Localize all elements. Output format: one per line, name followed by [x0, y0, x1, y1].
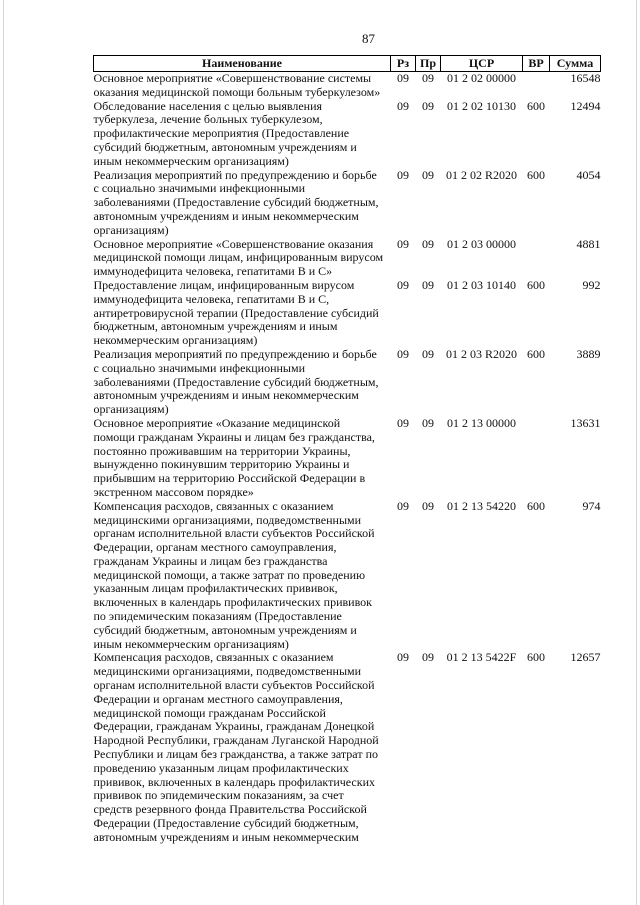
header-sum: Сумма [550, 56, 601, 72]
name-line: медицинскими организациями, подведомственными [93, 664, 362, 679]
table-body [94, 72, 601, 845]
name-line: по эпидемическим показаниям (Предоставление [93, 609, 342, 624]
name-line: иммунодефицита человека, гепатитами В и С» [93, 264, 333, 279]
name-line: с социально значимыми инфекционными [93, 360, 305, 375]
name-line: органам исполнительной власти субъектов Российской [93, 678, 375, 693]
cell-sum: 12657 [570, 650, 601, 665]
name-line: Основное мероприятие «Совершенствование оказания [93, 236, 374, 251]
name-line: Основное мероприятие «Совершенствование системы [93, 71, 372, 85]
name-line: экстренном массовом порядке» [93, 484, 254, 499]
cell-vr: 600 [527, 98, 545, 113]
name-line: медицинскими организациями, подведомственными [93, 512, 362, 527]
cell-pr: 09 [422, 415, 434, 430]
table-row [94, 500, 601, 652]
cell-vr: 600 [527, 167, 545, 182]
name-line: автономным учреждениям и иным некоммерческим [93, 388, 359, 403]
name-line: антиретровирусной терапии (Предоставление субсидий [93, 305, 379, 320]
cell-pr: 09 [422, 236, 434, 251]
cell-pr: 09 [422, 346, 434, 361]
cell-csr: 01 2 02 00000 [447, 71, 516, 85]
table-row [94, 169, 601, 238]
cell-csr: 01 2 13 5422F [446, 650, 517, 665]
name-line: оказания медицинской помощи больным туберкулезом» [93, 84, 381, 99]
table-row [94, 72, 601, 100]
name-line: органам исполнительной власти субъектов Российской [93, 526, 375, 541]
name-line: иным некоммерческим организациям) [93, 636, 289, 651]
cell-rz: 09 [397, 415, 409, 430]
cell-name [94, 72, 391, 100]
name-line: субсидий бюджетным, автономным учреждениям и [93, 622, 357, 637]
cell-csr: 01 2 13 54220 [447, 498, 516, 513]
name-line: медицинской помощи лицам, инфицированным вирусом [93, 250, 384, 265]
name-line: гражданам Украины и лицам без гражданства [93, 553, 328, 568]
cell-rz: 09 [397, 71, 409, 85]
scan-edge-left [3, 0, 4, 905]
cell-vr: 600 [527, 277, 545, 292]
name-line: прививок, включенных в календарь профилактических [93, 774, 376, 789]
table-row [94, 279, 601, 348]
cell-pr: 09 [422, 650, 434, 665]
name-line: иммунодефицита человека, гепатитами В и С, [93, 291, 330, 306]
cell-rz: 09 [397, 236, 409, 251]
cell-name [94, 100, 391, 169]
cell-pr: 09 [422, 277, 434, 292]
cell-name [94, 417, 391, 500]
name-line: Федерации, органам местного самоуправления, [93, 540, 337, 555]
name-line: Предоставление лицам, инфицированным вирусом [93, 277, 355, 292]
cell-sum: 4881 [576, 236, 601, 251]
cell-csr: 01 2 03 00000 [447, 236, 516, 251]
name-line: Федерации и органам местного самоуправления, [93, 691, 343, 706]
cell-rz: 09 [397, 650, 409, 665]
cell-pr: 09 [422, 98, 434, 113]
cell-csr: 01 2 13 00000 [447, 415, 516, 430]
table-row [94, 238, 601, 279]
name-line: заболеваниями (Предоставление субсидий бюджетным, [93, 374, 379, 389]
cell-rz: 09 [397, 167, 409, 182]
name-line: Федерации, гражданам Украины, гражданам Донецкой [93, 719, 375, 734]
header-vr: ВР [523, 56, 550, 72]
header-row [94, 56, 601, 72]
header-csr: ЦСР [441, 56, 523, 72]
table-row [94, 348, 601, 417]
name-line: постоянно проживавшим на территории Украины, [93, 443, 351, 458]
cell-vr [523, 417, 550, 500]
name-line: Компенсация расходов, связанных с оказанием [93, 650, 334, 665]
budget-table [93, 55, 601, 845]
name-line: организациям) [93, 402, 169, 417]
cell-vr: 600 [527, 346, 545, 361]
cell-name [94, 169, 391, 238]
name-line: организациям) [93, 222, 169, 237]
name-line: вынужденно покинувшим территорию Украины и [93, 457, 350, 472]
cell-csr: 01 2 02 R2020 [445, 167, 517, 182]
cell-vr: 600 [527, 498, 545, 513]
scan-edge-right [636, 0, 637, 905]
cell-csr: 01 2 02 10130 [447, 98, 516, 113]
name-line: Реализация мероприятий по предупреждению и борьбе [93, 167, 377, 182]
name-line: прививок по эпидемическим показаниям, за счет [93, 788, 344, 803]
name-line: Федерации (Предоставление субсидий бюджетным, [93, 816, 359, 831]
cell-name [94, 348, 391, 417]
name-line: с социально значимыми инфекционными [93, 181, 305, 196]
name-line: включенных в календарь профилактических прививок [93, 595, 373, 610]
cell-rz: 09 [397, 277, 409, 292]
table-header [94, 56, 601, 72]
cell-sum: 3889 [576, 346, 601, 361]
name-line: иным некоммерческим организациям) [93, 153, 289, 168]
cell-name [94, 651, 391, 844]
cell-pr: 09 [422, 71, 434, 85]
cell-vr [523, 72, 550, 100]
cell-name [94, 279, 391, 348]
table-row [94, 417, 601, 500]
name-line: указанным лицам профилактических прививок, [93, 581, 338, 596]
name-line: Республики и лицам без гражданства, а также затрат по [93, 747, 378, 762]
cell-sum: 992 [582, 277, 601, 292]
name-line: медицинской помощи гражданам Российской [93, 705, 326, 720]
name-line: туберкулеза, лечение больных туберкулезом, [93, 112, 323, 127]
name-line: Обследование населения с целью выявления [93, 98, 323, 113]
name-line: некоммерческим организациям) [93, 333, 258, 348]
page-number: 87 [362, 31, 375, 46]
cell-rz: 09 [397, 98, 409, 113]
name-line: Компенсация расходов, связанных с оказанием [93, 498, 334, 513]
cell-name [94, 238, 391, 279]
name-line: автономным учреждениям и иным некоммерческим [93, 829, 359, 844]
cell-sum: 4054 [576, 167, 601, 182]
cell-vr [523, 238, 550, 279]
name-line: Основное мероприятие «Оказание медицинской [93, 415, 341, 430]
name-line: заболеваниями (Предоставление субсидий бюджетным, [93, 195, 379, 210]
name-line: профилактические мероприятия (Предоставление [93, 126, 350, 141]
cell-rz: 09 [397, 498, 409, 513]
cell-vr: 600 [527, 650, 545, 665]
cell-sum: 16548 [570, 71, 601, 85]
name-line: бюджетным, автономным учреждениям и иным [93, 319, 338, 334]
name-line: автономным учреждениям и иным некоммерческим [93, 208, 359, 223]
cell-csr: 01 2 03 10140 [447, 277, 516, 292]
name-line: проведению указанным лицам профилактических [93, 760, 349, 775]
table-row [94, 651, 601, 844]
name-line: прибывшим на территорию Российской Федерации в [93, 471, 366, 486]
cell-sum: 974 [582, 498, 601, 513]
name-line: средств резервного фонда Правительства Российской [93, 802, 367, 817]
name-line: субсидий бюджетным, автономным учреждениям и [93, 139, 357, 154]
cell-rz: 09 [397, 346, 409, 361]
cell-pr: 09 [422, 498, 434, 513]
header-rz: Рз [391, 56, 416, 72]
name-line: Народной Республики, гражданам Луганской Народной [93, 733, 379, 748]
cell-sum: 13631 [570, 415, 601, 430]
header-pr: Пр [416, 56, 441, 72]
header-name: Наименование [94, 56, 391, 72]
name-line: медицинской помощи, а также затрат по проведению [93, 567, 366, 582]
name-line: помощи гражданам Украины и лицам без гражданства, [93, 429, 375, 444]
table-row [94, 100, 601, 169]
cell-csr: 01 2 03 R2020 [445, 346, 517, 361]
name-line: Реализация мероприятий по предупреждению и борьбе [93, 346, 377, 361]
cell-name [94, 500, 391, 652]
cell-pr: 09 [422, 167, 434, 182]
cell-sum: 12494 [570, 98, 601, 113]
